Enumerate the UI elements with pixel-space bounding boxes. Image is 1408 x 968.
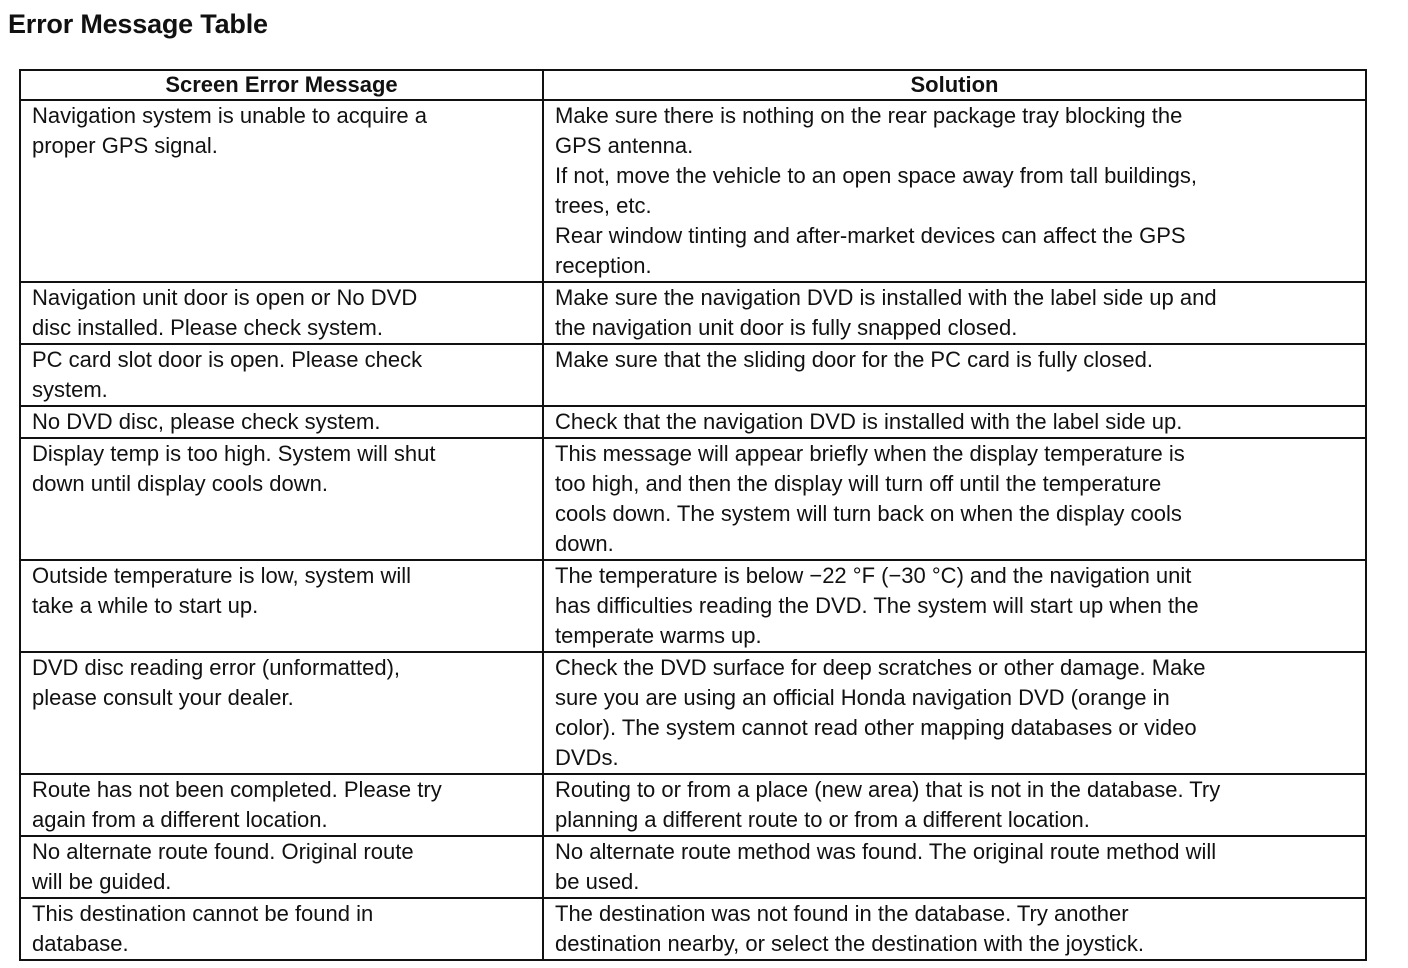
table-row [20, 406, 1366, 438]
table-row [20, 282, 1366, 344]
solution-cell: This message will appear briefly when the display temperature is too high, and then the display will turn off until the temperature cools down. The system will turn back on when the display cools down. [543, 438, 1366, 560]
solution-cell: No alternate route method was found. The original route method will be used. [543, 836, 1366, 898]
solution-cell: Make sure the navigation DVD is installed with the label side up and the navigation unit door is fully snapped closed. [543, 282, 1366, 344]
table-row [20, 774, 1366, 836]
table-row [20, 438, 1366, 560]
page-title: Error Message Table [8, 9, 268, 39]
solution-cell: The temperature is below −22 °F (−30 °C) and the navigation unit has difficulties reading the DVD. The system will start up when the temperate warms up. [543, 560, 1366, 652]
table-row [20, 100, 1366, 282]
error-message-cell: DVD disc reading error (unformatted), please consult your dealer. [20, 652, 543, 774]
error-message-cell: Route has not been completed. Please try again from a different location. [20, 774, 543, 836]
error-message-cell: PC card slot door is open. Please check system. [20, 344, 543, 406]
error-message-cell: Navigation system is unable to acquire a proper GPS signal. [20, 100, 543, 282]
error-message-cell: Outside temperature is low, system will take a while to start up. [20, 560, 543, 652]
solution-cell: Check that the navigation DVD is installed with the label side up. [543, 406, 1366, 438]
solution-cell: Make sure that the sliding door for the PC card is fully closed. [543, 344, 1366, 406]
table-row [20, 344, 1366, 406]
solution-cell: The destination was not found in the database. Try another destination nearby, or select the destination with the joystick. [543, 898, 1366, 960]
table-row [20, 898, 1366, 960]
column-header-solution: Solution [543, 70, 1366, 100]
error-message-table [19, 69, 1367, 961]
column-header-screen-error-message: Screen Error Message [20, 70, 543, 100]
table-row [20, 836, 1366, 898]
error-message-cell: No DVD disc, please check system. [20, 406, 543, 438]
table-row [20, 652, 1366, 774]
solution-cell: Check the DVD surface for deep scratches or other damage. Make sure you are using an official Honda navigation DVD (orange in color). The system cannot read other mapping databases or video DVDs. [543, 652, 1366, 774]
error-message-cell: Navigation unit door is open or No DVD disc installed. Please check system. [20, 282, 543, 344]
table-header-row [20, 70, 1366, 100]
error-message-cell: No alternate route found. Original route will be guided. [20, 836, 543, 898]
solution-cell: Routing to or from a place (new area) that is not in the database. Try planning a different route to or from a different location. [543, 774, 1366, 836]
error-message-cell: Display temp is too high. System will shut down until display cools down. [20, 438, 543, 560]
error-message-cell: This destination cannot be found in database. [20, 898, 543, 960]
solution-cell: Make sure there is nothing on the rear package tray blocking the GPS antenna. If not, move the vehicle to an open space away from tall buildings, trees, etc. Rear window tinting and after-market devices can affect the GPS reception. [543, 100, 1366, 282]
table-row [20, 560, 1366, 652]
